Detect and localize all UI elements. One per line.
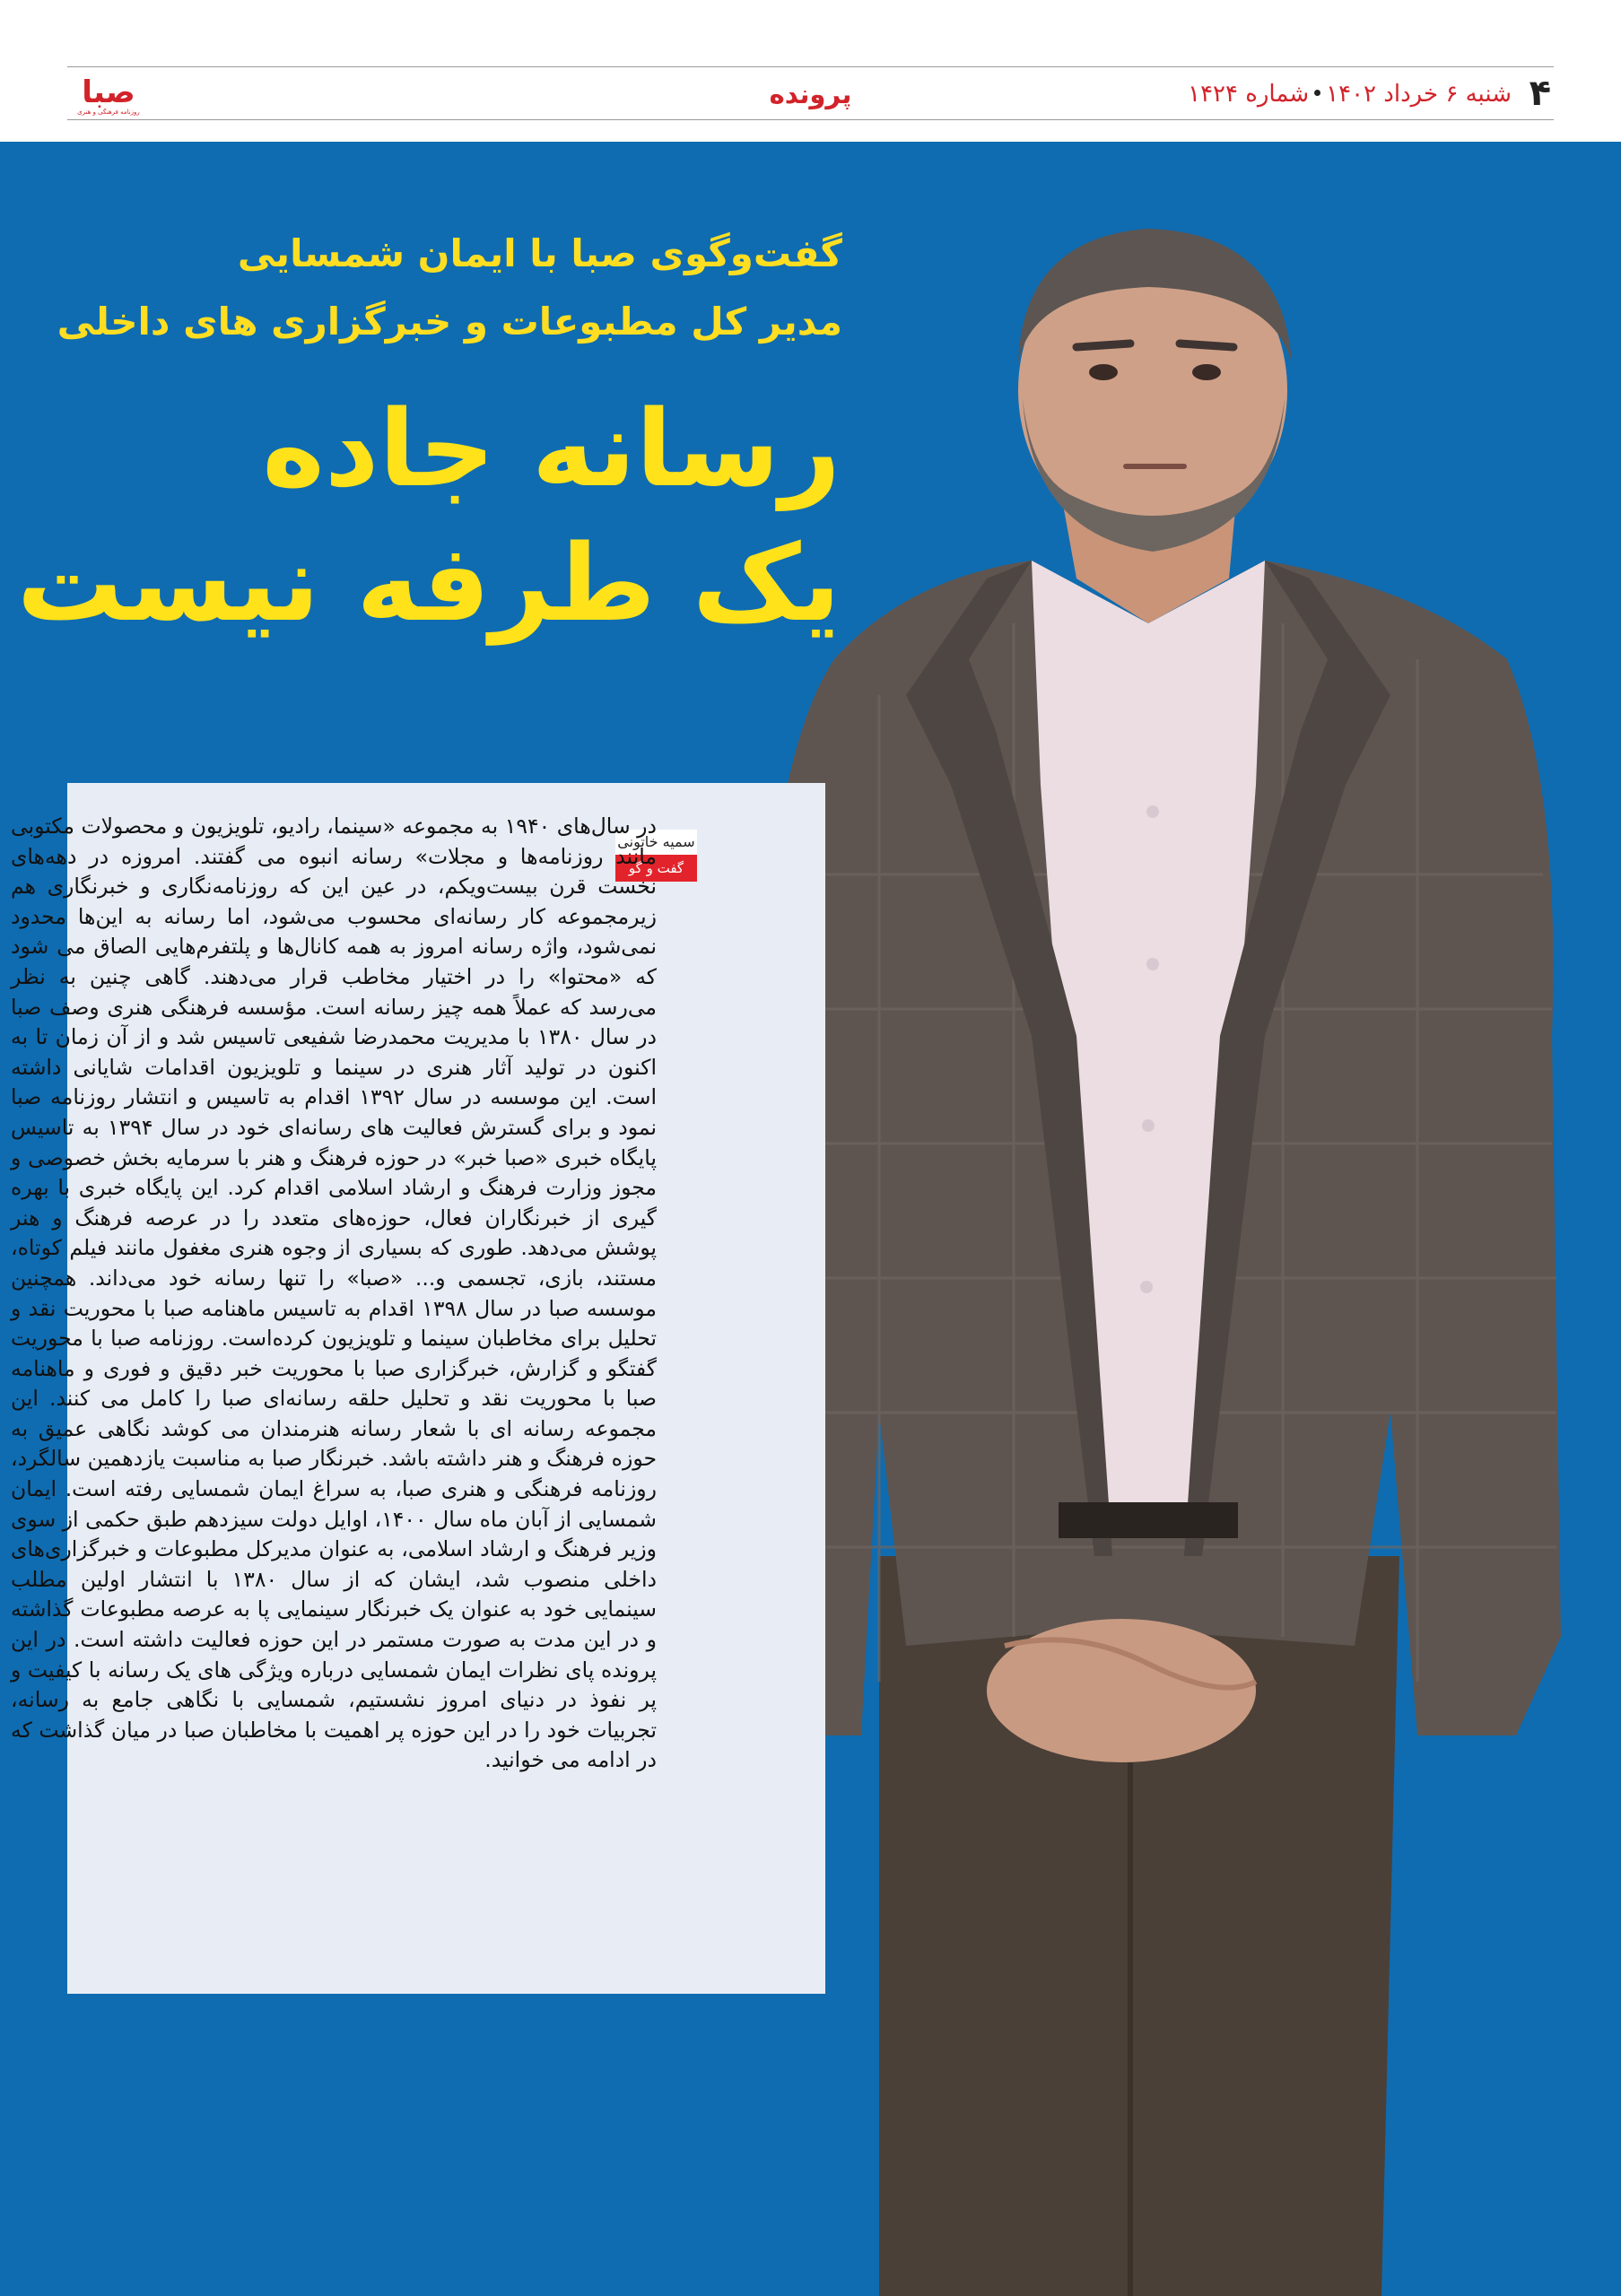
headline-line-1: رسانه جاده <box>262 387 841 510</box>
page-header <box>0 0 1621 142</box>
header-top-rule <box>67 66 1554 67</box>
article-paragraph: در سال‌های ۱۹۴۰ به مجموعه «سینما، رادیو، تلویزیون و محصولات مکتوبی مانند روزنامه‌ها و مجلات» رسانه انبوه می گفتند. امروزه در دهه‌های نخست قرن بیست‌ویکم، در عین این که روزنامه‌نگاری و خبرنگاری هم زیرمجموعه کار رسانه‌ای محسوب می‌شود، اما رسانه به این‌ها محدود نمی‌شود، واژه رسانه امروز به همه کانال‌ها و پلتفرم‌هایی الصاق می شود که «محتوا» را در اختیار مخاطب قرار می‌دهند. گاهی چنین به نظر می‌رسد که عملاً همه چیز رسانه است. مؤسسه فرهنگی هنری وصف صبا در سال ۱۳۸۰ با مدیریت محمدرضا شفیعی تاسیس شد و از آن زمان تا به اکنون در تولید آثار هنری در سینما و تلویزیون اقدامات شایانی داشته است. این موسسه در سال ۱۳۹۲ اقدام به تاسیس و انتشار روزنامه صبا نمود و برای گسترش فعالیت های رسانه‌ای خود در سال ۱۳۹۴ به تاسیس پایگاه خبری «صبا خبر» در حوزه فرهنگ و هنر با سرمایه بخش خصوصی و مجوز وزارت فرهنگ و ارشاد اسلامی اقدام کرد. این پایگاه خبری با بهره گیری از خبرنگاران فعال، حوزه‌های متعدد را در عرصه فرهنگ و هنر پوشش می‌دهد. طوری که بسیاری از وجوه هنری مغفول مانند فیلم کوتاه، مستند، بازی، تجسمی و... «صبا» را تنها رسانه خود می‌داند. همچنین موسسه صبا در سال ۱۳۹۸ اقدام به تاسیس ماهنامه صبا با محوریت نقد و تحلیل برای مخاطبان سینما و تلویزیون کرده‌است. روزنامه صبا با محوریت گفتگو و گزارش، خبرگزاری صبا با محوریت خبر دقیق و فوری و ماهنامه صبا با محوریت نقد و تحلیل حلقه رسانه‌ای صبا را کامل می کنند. این مجموعه رسانه ای با شعار رسانه هنرمندان می کوشد نگاهی عمیق به حوزه فرهنگ و هنر داشته باشد. خبرنگار صبا به مناسبت یازدهمین سالگرد، روزنامه فرهنگی و هنری صبا، به سراغ ایمان شمسایی رفته است. ایمان شمسایی از آبان ماه سال ۱۴۰۰، اوایل دولت سیزدهم طبق حکمی از سوی وزیر فرهنگ و ارشاد اسلامی، به عنوان مدیرکل مطبوعات و خبرگزاری‌های داخلی منصوب شد، ایشان که از سال ۱۳۸۰ با انتشار اولین مطلب سینمایی خود به عنوان یک خبرنگار سینمایی پا به عرصه مطبوعات گذاشته و در این مدت به صورت مستمر در این حوزه فعالیت داشته است. در این پرونده پای نظرات ایمان شمسایی درباره ویژگی های یک رسانه با کیفیت و پر نفوذ در دنیای امروز نشستیم، شمسایی با نگاهی جامع به رسانه، تجربیات خود را در این حوزه پر اهمیت با مخاطبان صبا در میان گذاشت که در ادامه می خوانید. <box>11 813 658 1773</box>
kicker <box>57 220 842 356</box>
headline-line-2: یک طرفه نیست <box>16 521 841 645</box>
logo-text: صبا <box>82 74 135 110</box>
issue-number: شماره ۱۴۲۴ <box>1188 81 1310 108</box>
belt-shape <box>1059 1502 1238 1538</box>
logo-subtext: روزنامه فرهنگی و هنری <box>77 109 140 116</box>
saba-logo <box>65 72 153 117</box>
header-bottom-rule <box>67 119 1554 120</box>
article-type-tag: گفت و گو <box>615 855 697 882</box>
issue-date: شنبه ۶ خرداد ۱۴۰۲ <box>1326 81 1512 108</box>
kicker-line-1: گفت‌وگوی صبا با ایمان شمسایی <box>237 231 842 275</box>
article-body <box>11 812 657 1776</box>
headline <box>17 381 841 650</box>
page-number: ۴ <box>1529 73 1551 114</box>
section-title: پرونده <box>769 79 852 109</box>
author-name: سمیه خاتونی <box>615 830 697 855</box>
kicker-line-2: مدیر کل مطبوعات و خبرگزاری های داخلی <box>57 300 842 344</box>
